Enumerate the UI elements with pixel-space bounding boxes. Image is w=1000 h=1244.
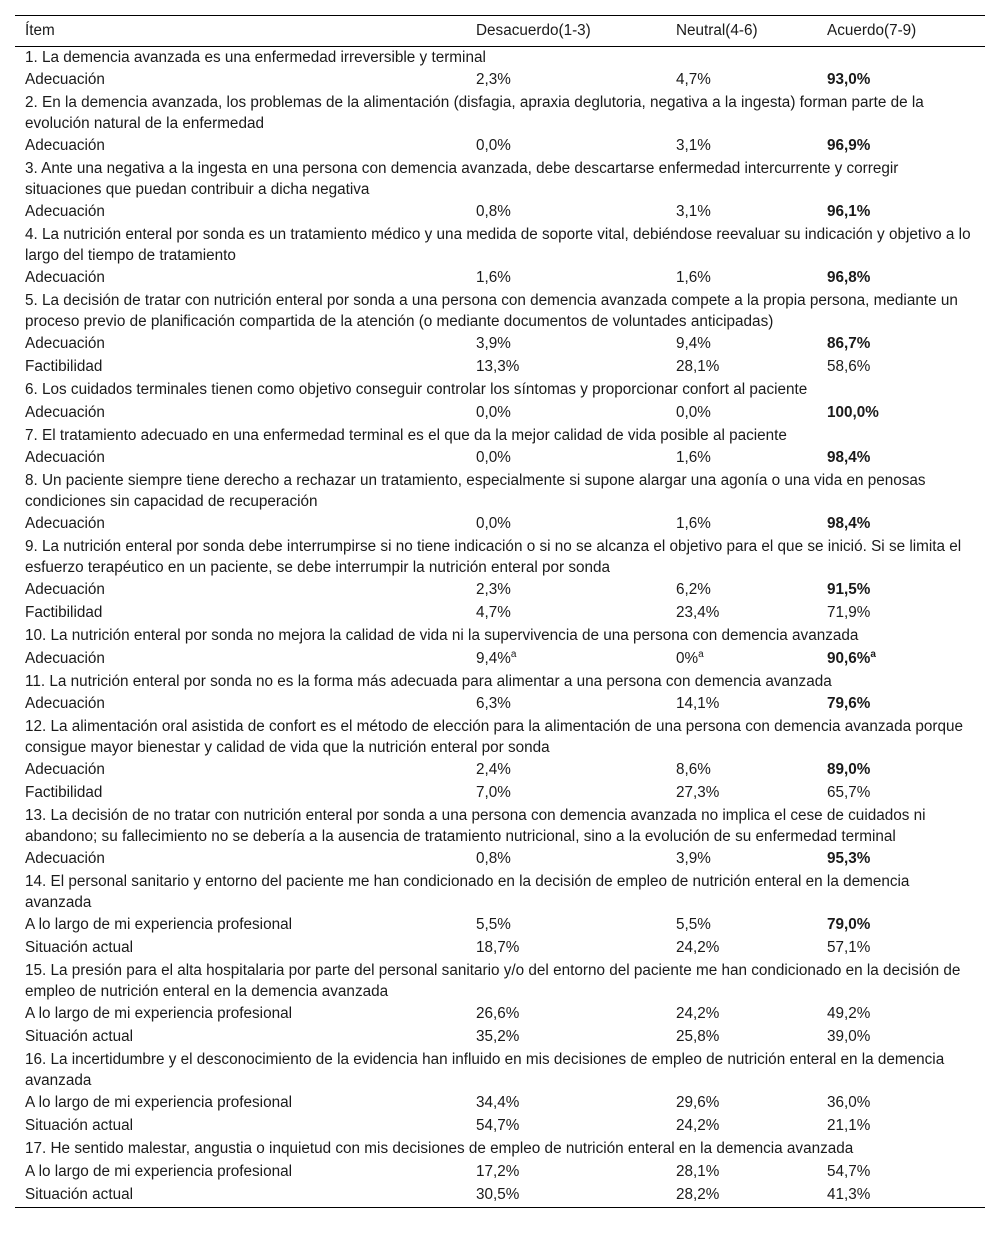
value-disagree [466,602,666,625]
value-disagree [466,201,666,224]
result-label: Adecuación [25,581,105,599]
value-agree-text: 41,3% [827,1185,871,1203]
value-disagree-text: 0,0% [476,403,511,421]
value-disagree-text: 35,2% [476,1028,520,1046]
value-agree [817,648,985,671]
result-row [15,937,985,960]
value-neutral [666,1184,817,1208]
value-disagree [466,69,666,92]
value-neutral-text: 24,2% [676,939,720,957]
item-statement: 9. La nutrición enteral por sonda debe interrumpirse si no tiene indicación o si no se alcanza el objetivo para el que se inició. Si se limita el esfuerzo terapéutico en un paciente, se debe interrumpir la nutrición enteral por sonda [25,538,962,576]
value-neutral-text: 25,8% [676,1028,720,1046]
value-disagree-text: 9,4% [476,649,511,667]
value-disagree [466,402,666,425]
result-row [15,782,985,805]
value-agree-text: 90,6% [827,649,871,667]
value-disagree [466,937,666,960]
value-disagree [466,135,666,158]
value-disagree [466,1092,666,1115]
value-neutral-text: 1,6% [676,449,711,467]
value-agree-text: 91,5% [827,581,871,599]
result-row [15,267,985,290]
item-statement-row [15,158,985,201]
value-disagree [466,782,666,805]
value-agree [817,1092,985,1115]
value-disagree [466,267,666,290]
value-neutral-text: 1,6% [676,269,711,287]
value-disagree [466,333,666,356]
value-agree-text: 58,6% [827,358,871,376]
result-label: Situación actual [25,1185,133,1203]
value-disagree-text: 0,0% [476,137,511,155]
value-disagree-text: 6,3% [476,695,511,713]
result-label: Factibilidad [25,358,103,376]
value-neutral-text: 28,1% [676,1162,720,1180]
item-statement: 14. El personal sanitario y entorno del paciente me han condicionado en la decisión de empleo de nutrición enteral en la demencia avanzada [25,873,910,911]
result-row [15,1003,985,1026]
value-neutral [666,759,817,782]
value-disagree-text: 17,2% [476,1162,520,1180]
item-statement-row [15,224,985,267]
value-agree [817,1115,985,1138]
result-row [15,1161,985,1184]
item-statement-row [15,425,985,448]
value-disagree [466,447,666,470]
value-agree-text: 86,7% [827,335,871,353]
result-label: Factibilidad [25,784,103,802]
value-disagree-text: 26,6% [476,1005,520,1023]
value-neutral-text: 14,1% [676,695,720,713]
value-neutral [666,333,817,356]
value-agree-text: 57,1% [827,939,871,957]
result-label: Situación actual [25,1117,133,1135]
value-neutral-text: 0,0% [676,403,711,421]
result-row [15,648,985,671]
value-neutral [666,267,817,290]
value-agree [817,693,985,716]
value-agree-text: 39,0% [827,1028,871,1046]
value-agree-text: 36,0% [827,1094,871,1112]
value-neutral [666,1161,817,1184]
value-agree [817,201,985,224]
result-row [15,402,985,425]
value-neutral-text: 3,1% [676,137,711,155]
value-agree [817,1003,985,1026]
result-row [15,356,985,379]
value-neutral-text: 6,2% [676,581,711,599]
value-neutral [666,914,817,937]
value-disagree-text: 3,9% [476,335,511,353]
header-disagree: Desacuerdo(1-3) [476,22,591,39]
value-disagree [466,513,666,536]
value-neutral [666,602,817,625]
item-statement-row [15,805,985,848]
value-agree-text: 89,0% [827,761,871,779]
value-agree-text: 98,4% [827,515,871,533]
value-disagree [466,1184,666,1208]
value-disagree [466,1003,666,1026]
item-statement: 16. La incertidumbre y el desconocimiento de la evidencia han influido en mis decisiones de empleo de nutrición enteral en la demencia avanzada [25,1051,945,1089]
value-disagree-text: 54,7% [476,1117,520,1135]
value-agree [817,1184,985,1208]
survey-results-table [15,15,985,1208]
value-neutral-text: 28,2% [676,1185,720,1203]
result-label: A lo largo de mi experiencia profesional [25,1162,293,1180]
item-statement: 17. He sentido malestar, angustia o inquietud con mis decisiones de empleo de nutrición enteral en la demencia avanzada [25,1140,854,1157]
result-label: Adecuación [25,335,105,353]
value-agree-text: 96,1% [827,203,871,221]
value-agree [817,69,985,92]
result-label: Adecuación [25,203,105,221]
item-statement: 13. La decisión de no tratar con nutrición enteral por sonda a una persona con demencia avanzada no implica el cese de cuidados ni abandono; su fallecimiento no se debería a la ausencia de tratamiento nutricional, sino a la evolución de su enfermedad terminal [25,807,926,845]
result-label: Adecuación [25,449,105,467]
footnote-marker: a [870,648,876,660]
result-label: Adecuación [25,850,105,868]
value-disagree-text: 5,5% [476,916,511,934]
value-agree [817,1026,985,1049]
value-disagree [466,579,666,602]
value-disagree-text: 1,6% [476,269,511,287]
value-neutral [666,1003,817,1026]
value-agree-text: 100,0% [827,403,879,421]
value-neutral [666,356,817,379]
item-statement: 4. La nutrición enteral por sonda es un tratamiento médico y una medida de soporte vital, debiéndose reevaluar su indicación y objetivo a lo largo del tiempo de tratamiento [25,226,971,264]
item-statement: 5. La decisión de tratar con nutrición enteral por sonda a una persona con demencia avanzada compete a la propia persona, mediante un proceso previo de planificación compartida de la atención (o mediante documentos de voluntades anticipadas) [25,292,958,330]
value-disagree-text: 0,0% [476,449,511,467]
value-agree-text: 54,7% [827,1162,871,1180]
result-row [15,1184,985,1208]
value-agree [817,914,985,937]
value-agree [817,447,985,470]
result-row [15,69,985,92]
value-disagree-text: 2,3% [476,581,511,599]
value-agree [817,782,985,805]
value-agree [817,402,985,425]
value-agree-text: 93,0% [827,71,871,89]
value-disagree [466,1115,666,1138]
value-neutral [666,648,817,671]
item-statement: 7. El tratamiento adecuado en una enfermedad terminal es el que da la mejor calidad de vida posible al paciente [25,426,787,444]
value-neutral [666,1092,817,1115]
item-statement-row [15,625,985,648]
value-neutral-text: 4,7% [676,71,711,89]
value-agree [817,848,985,871]
result-row [15,1092,985,1115]
result-label: A lo largo de mi experiencia profesional [25,916,293,934]
table-header-row [15,16,985,47]
value-agree-text: 49,2% [827,1005,871,1023]
footnote-marker: a [698,648,704,660]
value-neutral-text: 3,9% [676,850,711,868]
result-row [15,135,985,158]
item-statement: 2. En la demencia avanzada, los problemas de la alimentación (disfagia, apraxia deglutoria, negativa a la ingesta) forman parte de la evolución natural de la enfermedad [25,94,924,132]
result-row [15,759,985,782]
result-row [15,914,985,937]
header-neutral: Neutral(4-6) [676,22,758,39]
value-agree-text: 96,9% [827,137,871,155]
item-statement: 1. La demencia avanzada es una enfermedad irreversible y terminal [25,48,486,66]
value-neutral-text: 0% [676,649,699,667]
item-statement-row [15,536,985,579]
item-statement: 8. Un paciente siempre tiene derecho a rechazar un tratamiento, especialmente si supone alargar una agonía o una vida en penosas condiciones sin capacidad de recuperación [25,472,926,510]
value-disagree [466,1026,666,1049]
value-disagree [466,693,666,716]
result-label: Situación actual [25,1028,133,1046]
value-disagree-text: 2,4% [476,761,511,779]
value-agree [817,1161,985,1184]
value-disagree-text: 18,7% [476,939,520,957]
result-label: Adecuación [25,695,105,713]
value-disagree [466,356,666,379]
result-row [15,333,985,356]
value-neutral [666,1026,817,1049]
header-item: Ítem [25,22,55,39]
value-neutral [666,513,817,536]
result-label: A lo largo de mi experiencia profesional [25,1094,293,1112]
result-label: Situación actual [25,939,133,957]
value-neutral-text: 29,6% [676,1094,720,1112]
item-statement-row [15,1138,985,1161]
value-agree-text: 79,0% [827,916,871,934]
value-neutral-text: 3,1% [676,203,711,221]
value-neutral-text: 23,4% [676,604,720,622]
value-disagree-text: 0,0% [476,515,511,533]
item-statement-row [15,290,985,333]
item-statement: 15. La presión para el alta hospitalaria por parte del personal sanitario y/o del entorno del paciente me han condicionado en la decisión de empleo de nutrición enteral en la demencia avanzada [25,962,961,1000]
value-neutral [666,693,817,716]
value-neutral-text: 5,5% [676,916,711,934]
value-disagree-text: 4,7% [476,604,511,622]
header-agree: Acuerdo(7-9) [827,22,917,39]
value-agree-text: 98,4% [827,449,871,467]
result-label: Adecuación [25,403,105,421]
item-statement: 6. Los cuidados terminales tienen como objetivo conseguir controlar los síntomas y proporcionar confort al paciente [25,381,808,398]
value-neutral-text: 28,1% [676,358,720,376]
result-label: Factibilidad [25,604,103,622]
item-statement-row [15,46,985,69]
table-body [15,46,985,1207]
value-agree [817,267,985,290]
result-label: Adecuación [25,649,105,667]
value-agree-text: 71,9% [827,604,871,622]
value-agree [817,333,985,356]
value-agree-text: 65,7% [827,784,871,802]
value-neutral [666,782,817,805]
result-label: A lo largo de mi experiencia profesional [25,1005,293,1023]
value-neutral [666,447,817,470]
value-agree [817,513,985,536]
value-neutral-text: 8,6% [676,761,711,779]
value-neutral [666,135,817,158]
result-row [15,579,985,602]
result-row [15,693,985,716]
value-disagree-text: 34,4% [476,1094,520,1112]
item-statement-row [15,871,985,914]
item-statement-row [15,671,985,694]
value-neutral [666,937,817,960]
results-table-container [15,15,985,1208]
value-disagree-text: 13,3% [476,358,520,376]
item-statement: 3. Ante una negativa a la ingesta en una persona con demencia avanzada, debe descartarse enfermedad intercurrente y corregir situaciones que puedan contribuir a dicha negativa [25,160,899,198]
value-disagree-text: 30,5% [476,1185,520,1203]
value-neutral [666,848,817,871]
value-agree [817,579,985,602]
value-agree [817,759,985,782]
item-statement: 11. La nutrición enteral por sonda no es la forma más adecuada para alimentar a una persona con demencia avanzada [25,672,832,690]
footnote-marker: a [510,648,517,660]
value-neutral [666,402,817,425]
value-neutral [666,1115,817,1138]
result-row [15,848,985,871]
result-label: Adecuación [25,269,105,287]
value-disagree-text: 7,0% [476,784,511,802]
result-label: Adecuación [25,137,105,155]
value-disagree-text: 2,3% [476,71,511,89]
result-label: Adecuación [25,761,105,779]
value-agree-text: 21,1% [827,1117,871,1135]
value-agree-text: 79,6% [827,695,871,713]
value-agree-text: 96,8% [827,269,871,287]
result-row [15,201,985,224]
value-agree [817,356,985,379]
result-row [15,1026,985,1049]
result-row [15,602,985,625]
result-label: Adecuación [25,515,105,533]
value-agree [817,937,985,960]
value-neutral-text: 24,2% [676,1005,720,1023]
value-disagree [466,1161,666,1184]
value-neutral-text: 24,2% [676,1117,720,1135]
item-statement-row [15,716,985,759]
item-statement: 10. La nutrición enteral por sonda no mejora la calidad de vida ni la supervivencia de una persona con demencia avanzada [25,627,859,644]
value-disagree [466,759,666,782]
value-neutral-text: 1,6% [676,515,711,533]
value-agree [817,135,985,158]
value-disagree [466,848,666,871]
value-agree-text: 95,3% [827,850,871,868]
item-statement-row [15,470,985,513]
value-neutral-text: 27,3% [676,784,720,802]
value-disagree [466,648,666,671]
result-row [15,513,985,536]
value-disagree-text: 0,8% [476,203,511,221]
value-neutral-text: 9,4% [676,335,711,353]
value-neutral [666,579,817,602]
value-neutral [666,201,817,224]
item-statement-row [15,379,985,402]
value-neutral [666,69,817,92]
value-agree [817,602,985,625]
value-disagree-text: 0,8% [476,850,511,868]
item-statement-row [15,960,985,1003]
item-statement: 12. La alimentación oral asistida de confort es el método de elección para la alimentación de una persona con demencia avanzada porque consigue mayor bienestar y calidad de vida que la nutrición enteral por sonda [25,718,963,756]
result-row [15,447,985,470]
value-disagree [466,914,666,937]
result-label: Adecuación [25,71,105,89]
item-statement-row [15,92,985,135]
item-statement-row [15,1049,985,1092]
result-row [15,1115,985,1138]
